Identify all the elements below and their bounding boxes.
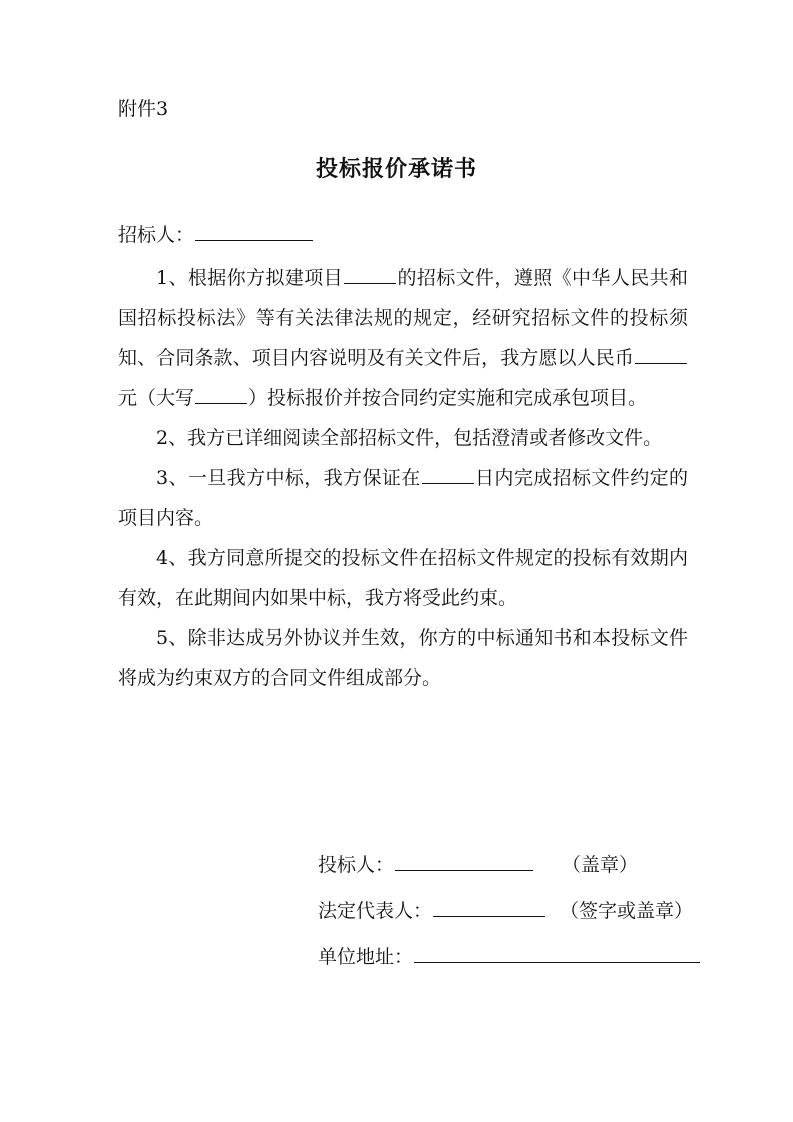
clause-1-text-b: 的招标文件，遵照《中华人民共和国招标投标法》等有关法律法规的规定，经研究招标文件的投标须知、合同条款、项目内容说明及有关文件后，我方愿以人民币: [118, 267, 688, 369]
address-blank[interactable]: [414, 943, 700, 963]
address-label: 单位地址：: [318, 946, 414, 968]
clause-1-text-a: 1、根据你方拟建项目: [156, 267, 344, 289]
clause-3-text-a: 3、一旦我方中标，我方保证在: [156, 467, 421, 489]
legal-rep-signature-line: [318, 896, 693, 923]
legal-rep-label: 法定代表人：: [318, 900, 433, 922]
clause-3: [118, 458, 688, 538]
bidder-signature-line: [318, 850, 638, 877]
tenderee-blank[interactable]: [195, 221, 313, 241]
clauses: [118, 258, 688, 698]
clause-1-text-c: 元（大写: [118, 387, 195, 409]
attachment-label: 附件3: [118, 98, 169, 120]
clause-1-text-d: ）投标报价并按合同约定实施和完成承包项目。: [248, 387, 648, 409]
clause-1: [118, 258, 688, 418]
document-title: 投标报价承诺书: [315, 156, 477, 182]
tenderee-line: [118, 220, 314, 247]
amount-words-blank[interactable]: [195, 384, 247, 404]
tenderee-label: 招标人：: [118, 224, 195, 246]
address-line: [318, 942, 701, 969]
legal-rep-blank[interactable]: [433, 897, 545, 917]
days-blank[interactable]: [422, 464, 474, 484]
legal-rep-seal-note: （签字或盖章）: [560, 900, 694, 922]
clause-2: 2、我方已详细阅读全部招标文件，包括澄清或者修改文件。: [156, 427, 663, 449]
clause-4: 4、我方同意所提交的投标文件在招标文件规定的投标有效期内有效，在此期间内如果中标，我方将受此约束。: [118, 547, 688, 609]
amount-blank[interactable]: [635, 344, 687, 364]
project-name-blank[interactable]: [344, 264, 396, 284]
bidder-blank[interactable]: [395, 851, 533, 871]
clause-3-text-b: 日内完成招标文件约定的项目内容。: [118, 467, 688, 529]
bidder-label: 投标人：: [318, 854, 395, 876]
clause-5: 5、除非达成另外协议并生效，你方的中标通知书和本投标文件将成为约束双方的合同文件组成部分。: [118, 627, 688, 689]
bidder-seal-note: （盖章）: [562, 854, 639, 876]
